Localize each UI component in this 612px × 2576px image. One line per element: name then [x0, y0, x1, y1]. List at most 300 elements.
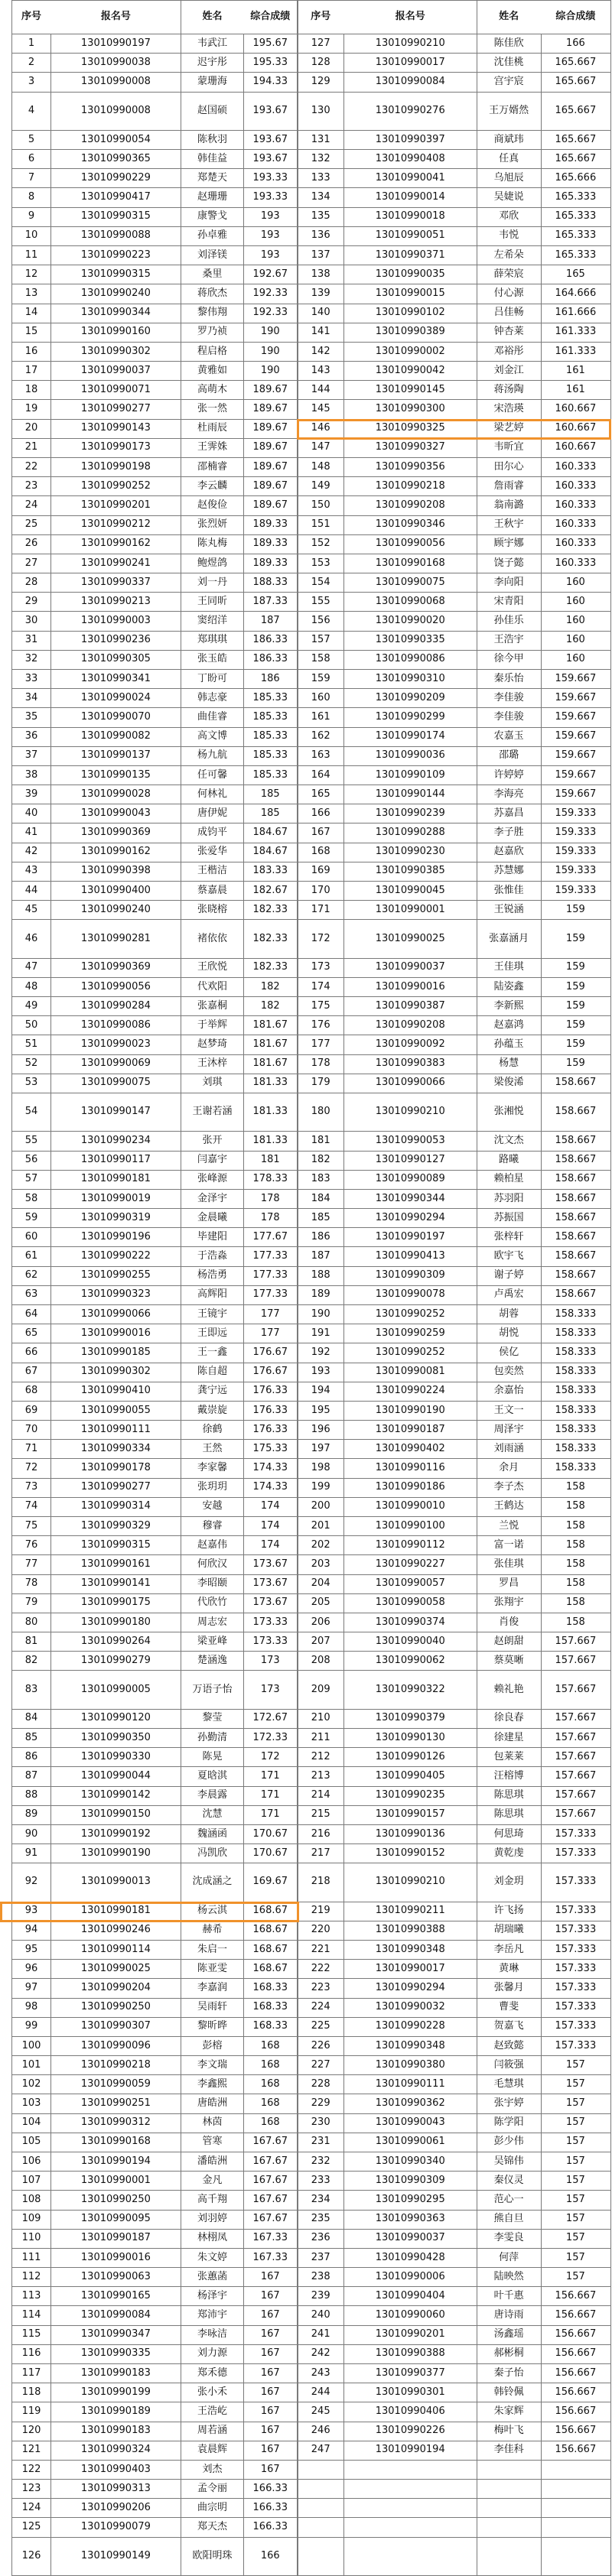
cell-reg-number: 13010990054	[50, 131, 181, 150]
cell-reg-number: 13010990309	[343, 1267, 477, 1286]
cell-reg-number: 13010990374	[343, 1613, 477, 1632]
cell-score: 193.67	[243, 131, 298, 150]
cell-score: 160.333	[541, 496, 610, 515]
cell-score: 157.667	[541, 1632, 610, 1652]
cell-name: 黄雅如	[181, 362, 244, 381]
cell-sequence: 217	[298, 1844, 344, 1863]
cell-score: 168	[243, 2114, 298, 2133]
cell-reg-number: 13010990174	[343, 728, 477, 747]
cell-sequence: 170	[298, 882, 344, 901]
cell-reg-number: 13010990013	[50, 1863, 181, 1902]
cell-reg-number: 13010990056	[343, 535, 477, 554]
cell-name: 苏羽阳	[477, 1190, 542, 1209]
cell-score: 160.333	[541, 477, 610, 496]
cell-name: 管寒	[181, 2133, 244, 2152]
cell-score: 170.67	[243, 1825, 298, 1844]
cell-name: 欧阳明珠	[181, 2538, 244, 2576]
cell-sequence: 216	[298, 1825, 344, 1844]
table-row	[0, 1806, 612, 1825]
header-score: 综合成绩	[243, 0, 298, 34]
cell-score: 160.333	[541, 458, 610, 477]
cell-reg-number: 13010990061	[343, 2133, 477, 2152]
cell-empty	[298, 2518, 344, 2537]
cell-score: 157.667	[541, 1710, 610, 1729]
cell-sequence: 32	[11, 651, 51, 670]
cell-score: 167.33	[243, 2230, 298, 2249]
cell-sequence: 205	[298, 1594, 344, 1613]
cell-sequence: 18	[11, 381, 51, 400]
cell-score: 182.33	[243, 901, 298, 920]
cell-sequence: 24	[11, 496, 51, 515]
cell-sequence: 88	[11, 1787, 51, 1806]
cell-sequence: 174	[298, 978, 344, 997]
cell-name: 黎莹	[181, 1710, 244, 1729]
cell-score: 181.33	[243, 1074, 298, 1093]
cell-name: 蒋汤陶	[477, 381, 542, 400]
cell-reg-number: 13010990356	[343, 458, 477, 477]
cell-name: 孙卓雅	[181, 227, 244, 246]
cell-score: 177	[243, 1324, 298, 1343]
cell-name: 李佳骏	[477, 708, 542, 727]
cell-sequence: 176	[298, 1016, 344, 1035]
cell-name: 张玉皓	[181, 651, 244, 670]
cell-sequence: 13	[11, 284, 51, 304]
table-row	[0, 593, 612, 612]
cell-sequence: 153	[298, 554, 344, 573]
cell-sequence: 12	[11, 265, 51, 284]
cell-reg-number: 13010990400	[50, 882, 181, 901]
cell-reg-number: 13010990096	[50, 2037, 181, 2056]
cell-reg-number: 13010990045	[343, 882, 477, 901]
cell-name: 赫希	[181, 1921, 244, 1941]
cell-name: 梅叶飞	[477, 2422, 542, 2441]
cell-score: 189.67	[243, 439, 298, 458]
cell-sequence: 167	[298, 823, 344, 843]
cell-name: 侯亿	[477, 1343, 542, 1363]
cell-sequence: 108	[11, 2191, 51, 2210]
table-row	[0, 246, 612, 265]
cell-reg-number: 13010990322	[343, 1671, 477, 1709]
cell-score: 157.333	[541, 1844, 610, 1863]
cell-sequence: 58	[11, 1190, 51, 1209]
cell-reg-number: 13010990210	[343, 34, 477, 54]
cell-sequence: 91	[11, 1844, 51, 1863]
cell-sequence: 128	[298, 54, 344, 73]
cell-name: 曹斐	[477, 1999, 542, 2018]
cell-name: 李昭颐	[181, 1575, 244, 1594]
cell-score: 156.667	[541, 2326, 610, 2345]
cell-name: 兰悦	[477, 1517, 542, 1536]
cell-reg-number: 13010990208	[343, 496, 477, 515]
cell-score: 158	[541, 1498, 610, 1517]
cell-score: 168.67	[243, 1941, 298, 1960]
cell-name: 刘力源	[181, 2345, 244, 2364]
cell-reg-number: 13010990100	[343, 1517, 477, 1536]
cell-sequence: 195	[298, 1402, 344, 1421]
cell-reg-number: 13010990389	[343, 323, 477, 343]
cell-reg-number: 13010990224	[343, 1382, 477, 1402]
cell-name: 李佳科	[477, 2441, 542, 2461]
cell-sequence: 98	[11, 1999, 51, 2018]
cell-name: 陆映然	[477, 2268, 542, 2287]
cell-name: 秦子怡	[477, 2364, 542, 2383]
cell-empty	[343, 2480, 477, 2499]
cell-reg-number: 13010990417	[50, 188, 181, 207]
cell-name: 王秋宇	[477, 516, 542, 535]
cell-sequence: 65	[11, 1324, 51, 1343]
cell-sequence: 192	[298, 1343, 344, 1363]
cell-name: 陈思琪	[477, 1787, 542, 1806]
cell-sequence: 76	[11, 1536, 51, 1555]
cell-score: 176.67	[243, 1343, 298, 1363]
cell-reg-number: 13010990078	[343, 1286, 477, 1305]
cell-name: 乌旭辰	[477, 169, 542, 188]
cell-reg-number: 13010990036	[343, 747, 477, 766]
cell-score: 158.667	[541, 1074, 610, 1093]
cell-score: 166	[541, 34, 610, 54]
cell-score: 158.667	[541, 1247, 610, 1266]
cell-sequence: 241	[298, 2326, 344, 2345]
cell-reg-number: 13010990044	[50, 1767, 181, 1786]
cell-reg-number: 13010990111	[50, 1421, 181, 1440]
table-row	[0, 477, 612, 496]
cell-sequence: 212	[298, 1748, 344, 1767]
cell-reg-number: 13010990014	[343, 188, 477, 207]
cell-name: 吴锦伟	[477, 2152, 542, 2172]
cell-name: 魏涵函	[181, 1825, 244, 1844]
cell-name: 孙佳乐	[477, 612, 542, 631]
cell-reg-number: 13010990404	[343, 2287, 477, 2306]
cell-empty	[541, 2480, 610, 2499]
cell-name: 龚宁远	[181, 1382, 244, 1402]
cell-name: 农嘉玉	[477, 728, 542, 747]
cell-score: 160.667	[541, 420, 610, 439]
cell-sequence: 79	[11, 1594, 51, 1613]
cell-name: 李家馨	[181, 1459, 244, 1478]
table-row	[0, 2094, 612, 2113]
cell-name: 郑楚天	[181, 169, 244, 188]
cell-score: 174.33	[243, 1479, 298, 1498]
table-row	[0, 2326, 612, 2345]
cell-name: 程启格	[181, 343, 244, 362]
cell-sequence: 38	[11, 766, 51, 785]
table-row	[0, 1132, 612, 1151]
cell-sequence: 55	[11, 1132, 51, 1151]
cell-name: 王镜宇	[181, 1305, 244, 1324]
cell-sequence: 160	[298, 689, 344, 708]
cell-reg-number: 13010990017	[343, 1960, 477, 1979]
cell-score: 168	[243, 2037, 298, 2056]
cell-name: 李雯良	[477, 2230, 542, 2249]
cell-score: 157.667	[541, 1787, 610, 1806]
cell-sequence: 101	[11, 2056, 51, 2075]
cell-name: 王楷洁	[181, 862, 244, 882]
cell-reg-number: 13010990340	[343, 2152, 477, 2172]
cell-sequence: 194	[298, 1382, 344, 1402]
cell-sequence: 1	[11, 34, 51, 54]
cell-reg-number: 13010990197	[343, 1228, 477, 1247]
cell-score: 157.333	[541, 1921, 610, 1941]
cell-name: 孙蕴玉	[477, 1035, 542, 1054]
cell-reg-number: 13010990116	[343, 1459, 477, 1478]
cell-reg-number: 13010990212	[50, 516, 181, 535]
table-row	[0, 1190, 612, 1209]
cell-name: 彭榕	[181, 2037, 244, 2056]
cell-reg-number: 13010990135	[50, 766, 181, 785]
table-row	[0, 1343, 612, 1363]
cell-sequence: 235	[298, 2211, 344, 2230]
cell-reg-number: 13010990302	[50, 343, 181, 362]
table-row	[0, 2480, 612, 2499]
cell-reg-number: 13010990228	[343, 2018, 477, 2037]
cell-name: 李晨露	[181, 1787, 244, 1806]
cell-score: 157.333	[541, 2037, 610, 2056]
header-reg-number: 报名号	[343, 0, 477, 34]
cell-score: 160.333	[541, 535, 610, 554]
table-row	[0, 188, 612, 207]
cell-reg-number: 13010990277	[50, 400, 181, 419]
cell-score: 159	[541, 959, 610, 978]
cell-name: 邵璐	[477, 747, 542, 766]
table-row	[0, 1074, 612, 1093]
cell-name: 郑禾德	[181, 2364, 244, 2383]
table-row	[0, 1247, 612, 1266]
cell-reg-number: 13010990236	[50, 632, 181, 651]
cell-score: 167	[243, 2268, 298, 2287]
cell-name: 李岳凡	[477, 1941, 542, 1960]
cell-reg-number: 13010990130	[343, 1729, 477, 1748]
cell-name: 李文瑞	[181, 2056, 244, 2075]
cell-sequence: 237	[298, 2249, 344, 2268]
cell-sequence: 183	[298, 1171, 344, 1190]
cell-sequence: 218	[298, 1863, 344, 1902]
cell-sequence: 75	[11, 1517, 51, 1536]
cell-sequence: 100	[11, 2037, 51, 2056]
cell-score: 165.667	[541, 131, 610, 150]
cell-score: 174	[243, 1517, 298, 1536]
cell-name: 赵国硕	[181, 93, 244, 131]
cell-name: 陈学阳	[477, 2114, 542, 2133]
cell-score: 167	[243, 2461, 298, 2480]
cell-reg-number: 13010990016	[50, 2249, 181, 2268]
cell-sequence: 139	[298, 284, 344, 304]
cell-sequence: 199	[298, 1479, 344, 1498]
cell-name: 余嘉怡	[477, 1382, 542, 1402]
cell-sequence: 112	[11, 2268, 51, 2287]
cell-score: 186.33	[243, 632, 298, 651]
table-row	[0, 612, 612, 631]
cell-score: 194.33	[243, 73, 298, 92]
cell-name: 刘雨涵	[477, 1440, 542, 1459]
cell-score: 178.33	[243, 1171, 298, 1190]
cell-sequence: 141	[298, 323, 344, 343]
cell-score: 158.667	[541, 1209, 610, 1228]
cell-name: 徐今甲	[477, 651, 542, 670]
cell-score: 189.67	[243, 381, 298, 400]
cell-sequence: 229	[298, 2094, 344, 2113]
cell-reg-number: 13010990347	[50, 2326, 181, 2345]
cell-name: 张峰源	[181, 1171, 244, 1190]
cell-sequence: 203	[298, 1555, 344, 1574]
table-row	[0, 1863, 612, 1902]
cell-sequence: 211	[298, 1729, 344, 1748]
cell-sequence: 147	[298, 439, 344, 458]
table-row	[0, 1093, 612, 1132]
cell-reg-number: 13010990299	[343, 708, 477, 727]
cell-reg-number: 13010990348	[343, 1941, 477, 1960]
table-row	[0, 1035, 612, 1054]
cell-score: 157	[541, 2094, 610, 2113]
cell-sequence: 245	[298, 2402, 344, 2422]
table-row	[0, 920, 612, 958]
cell-score: 168.33	[243, 2018, 298, 2037]
cell-reg-number: 13010990175	[50, 1594, 181, 1613]
table-row	[0, 1941, 612, 1960]
cell-score: 181.33	[243, 1132, 298, 1151]
cell-reg-number: 13010990037	[343, 2230, 477, 2249]
cell-sequence: 127	[298, 34, 344, 54]
cell-sequence: 93	[11, 1902, 51, 1921]
cell-reg-number: 13010990413	[343, 1247, 477, 1266]
cell-sequence: 30	[11, 612, 51, 631]
cell-name: 赵嘉鸿	[477, 1016, 542, 1035]
cell-name: 包莱莱	[477, 1748, 542, 1767]
cell-name: 汤鑫瑶	[477, 2326, 542, 2345]
cell-reg-number: 13010990210	[343, 1093, 477, 1132]
cell-reg-number: 13010990192	[50, 1825, 181, 1844]
cell-score: 176.33	[243, 1421, 298, 1440]
cell-reg-number: 13010990302	[50, 1363, 181, 1382]
cell-sequence: 66	[11, 1343, 51, 1363]
table-row	[0, 227, 612, 246]
cell-score: 189.67	[243, 400, 298, 419]
cell-name: 穆睿	[181, 1517, 244, 1536]
cell-name: 张爱华	[181, 843, 244, 862]
cell-empty	[477, 2499, 542, 2518]
cell-reg-number: 13010990346	[343, 516, 477, 535]
cell-score: 159.667	[541, 728, 610, 747]
cell-score: 173.67	[243, 1594, 298, 1613]
cell-reg-number: 13010990001	[343, 901, 477, 920]
table-row	[0, 785, 612, 804]
cell-reg-number: 13010990025	[343, 920, 477, 958]
cell-score: 157.667	[541, 1671, 610, 1709]
cell-name: 韩铃佩	[477, 2383, 542, 2402]
cell-sequence: 73	[11, 1479, 51, 1498]
cell-score: 158.333	[541, 1459, 610, 1478]
cell-reg-number: 13010990335	[343, 632, 477, 651]
cell-reg-number: 13010990230	[343, 843, 477, 862]
cell-name: 吕佳畅	[477, 304, 542, 323]
cell-score: 158.667	[541, 1267, 610, 1286]
cell-reg-number: 13010990369	[50, 823, 181, 843]
table-row	[0, 1228, 612, 1247]
cell-reg-number: 13010990379	[343, 1710, 477, 1729]
cell-score: 158.333	[541, 1324, 610, 1343]
cell-sequence: 97	[11, 1979, 51, 1998]
table-row	[0, 901, 612, 920]
cell-name: 赵朗甜	[477, 1632, 542, 1652]
cell-reg-number: 13010990187	[50, 2230, 181, 2249]
cell-sequence: 2	[11, 54, 51, 73]
table-row	[0, 439, 612, 458]
cell-sequence: 125	[11, 2518, 51, 2537]
cell-sequence: 208	[298, 1652, 344, 1671]
cell-score: 178	[243, 1190, 298, 1209]
table-row	[0, 1479, 612, 1498]
cell-sequence: 200	[298, 1498, 344, 1517]
cell-score: 195.67	[243, 34, 298, 54]
cell-name: 杨浩勇	[181, 1267, 244, 1286]
cell-sequence: 155	[298, 593, 344, 612]
cell-sequence: 238	[298, 2268, 344, 2287]
cell-sequence: 121	[11, 2441, 51, 2461]
cell-name: 夏晗淇	[181, 1767, 244, 1786]
cell-reg-number: 13010990194	[50, 2152, 181, 2172]
table-row	[0, 1459, 612, 1478]
cell-name: 王同昕	[181, 593, 244, 612]
cell-score: 182.33	[243, 920, 298, 958]
cell-score: 176.33	[243, 1382, 298, 1402]
cell-sequence: 175	[298, 997, 344, 1016]
cell-name: 毛慧琪	[477, 2075, 542, 2094]
cell-sequence: 51	[11, 1035, 51, 1054]
cell-score: 157	[541, 2172, 610, 2191]
cell-sequence: 225	[298, 2018, 344, 2037]
cell-reg-number: 13010990112	[343, 1536, 477, 1555]
cell-reg-number: 13010990196	[50, 1228, 181, 1247]
cell-name: 迟宇彤	[181, 54, 244, 73]
cell-name: 黄乾虔	[477, 1844, 542, 1863]
cell-sequence: 173	[298, 959, 344, 978]
cell-reg-number: 13010990301	[343, 2383, 477, 2402]
cell-sequence: 81	[11, 1632, 51, 1652]
cell-sequence: 68	[11, 1382, 51, 1402]
cell-name: 吴雨轩	[181, 1999, 244, 2018]
cell-score: 157.333	[541, 1999, 610, 2018]
cell-reg-number: 13010990144	[343, 785, 477, 804]
cell-name: 刘琪	[181, 1074, 244, 1093]
cell-score: 160	[541, 632, 610, 651]
cell-name: 潘皓洲	[181, 2152, 244, 2172]
cell-name: 高辉阳	[181, 1286, 244, 1305]
cell-score: 160	[541, 593, 610, 612]
cell-name: 张蕙菡	[181, 2268, 244, 2287]
cell-score: 171	[243, 1767, 298, 1786]
cell-score: 159	[541, 920, 610, 958]
cell-score: 157.333	[541, 1979, 610, 1998]
cell-name: 张嘉桐	[181, 997, 244, 1016]
cell-name: 罗乃祯	[181, 323, 244, 343]
cell-reg-number: 13010990276	[343, 93, 477, 131]
cell-score: 156.667	[541, 2364, 610, 2383]
cell-name: 林茵	[181, 2114, 244, 2133]
cell-name: 刘羽婷	[181, 2211, 244, 2230]
cell-reg-number: 13010990075	[50, 1074, 181, 1093]
cell-score: 172.67	[243, 1710, 298, 1729]
cell-sequence: 103	[11, 2094, 51, 2113]
cell-reg-number: 13010990024	[50, 689, 181, 708]
cell-name: 徐良春	[477, 1710, 542, 1729]
cell-reg-number: 13010990005	[50, 1671, 181, 1709]
cell-name: 徐鹤	[181, 1421, 244, 1440]
cell-sequence: 110	[11, 2230, 51, 2249]
cell-name: 胡蓉	[477, 1305, 542, 1324]
cell-name: 胡悦	[477, 1324, 542, 1343]
cell-reg-number: 13010990070	[50, 708, 181, 727]
cell-reg-number: 13010990315	[50, 1536, 181, 1555]
cell-reg-number: 13010990327	[343, 439, 477, 458]
